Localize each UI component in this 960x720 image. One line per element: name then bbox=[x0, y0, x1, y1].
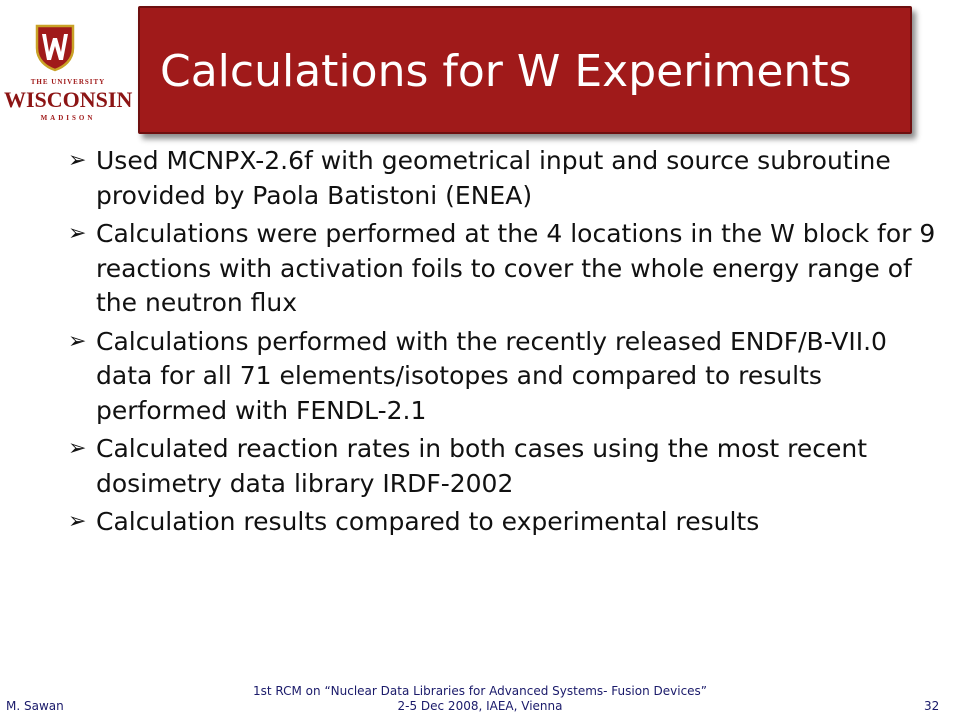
logo-line-wisconsin: WISCONSIN bbox=[4, 87, 133, 112]
university-crest-icon bbox=[34, 22, 76, 72]
bullet-item bbox=[64, 217, 944, 321]
arrow-bullet-icon: ➢ bbox=[68, 148, 87, 173]
footer-author: M. Sawan bbox=[6, 699, 64, 713]
bullet-text: Calculations were performed at the 4 locations in the W block for 9 reactions with activation foils to cover the whole energy range of the neutron flux bbox=[96, 219, 936, 317]
arrow-bullet-icon: ➢ bbox=[68, 509, 87, 534]
bullet-item bbox=[64, 505, 944, 540]
arrow-bullet-icon: ➢ bbox=[68, 436, 87, 461]
footer-page-number: 32 bbox=[924, 699, 940, 713]
bullet-text: Calculated reaction rates in both cases using the most recent dosimetry data library IRDF-2002 bbox=[96, 434, 868, 498]
bullet-text: Used MCNPX-2.6f with geometrical input and source subroutine provided by Paola Batistoni (ENEA) bbox=[96, 146, 891, 210]
bullet-list bbox=[64, 144, 944, 544]
university-logo bbox=[4, 22, 132, 130]
arrow-bullet-icon: ➢ bbox=[68, 221, 87, 246]
slide-title: Calculations for W Experiments bbox=[160, 46, 852, 97]
arrow-bullet-icon: ➢ bbox=[68, 328, 87, 354]
bullet-text: Calculation results compared to experimental results bbox=[96, 507, 760, 536]
footer-event bbox=[200, 684, 760, 714]
bullet-text: Calculations performed with the recently released ENDF/B-VII.0 data for all 71 elements/isotopes and compared to results performed with FENDL-2.1 bbox=[96, 326, 887, 425]
bullet-item bbox=[64, 325, 944, 429]
bullet-item bbox=[64, 144, 944, 213]
logo-line-madison: MADISON bbox=[40, 114, 96, 122]
footer-event-line1: 1st RCM on “Nuclear Data Libraries for Advanced Systems- Fusion Devices” bbox=[252, 684, 708, 698]
footer-event-line2: 2-5 Dec 2008, IAEA, Vienna bbox=[397, 699, 563, 713]
bullet-item bbox=[64, 432, 944, 501]
logo-line-university: THE UNIVERSITY bbox=[30, 78, 106, 86]
